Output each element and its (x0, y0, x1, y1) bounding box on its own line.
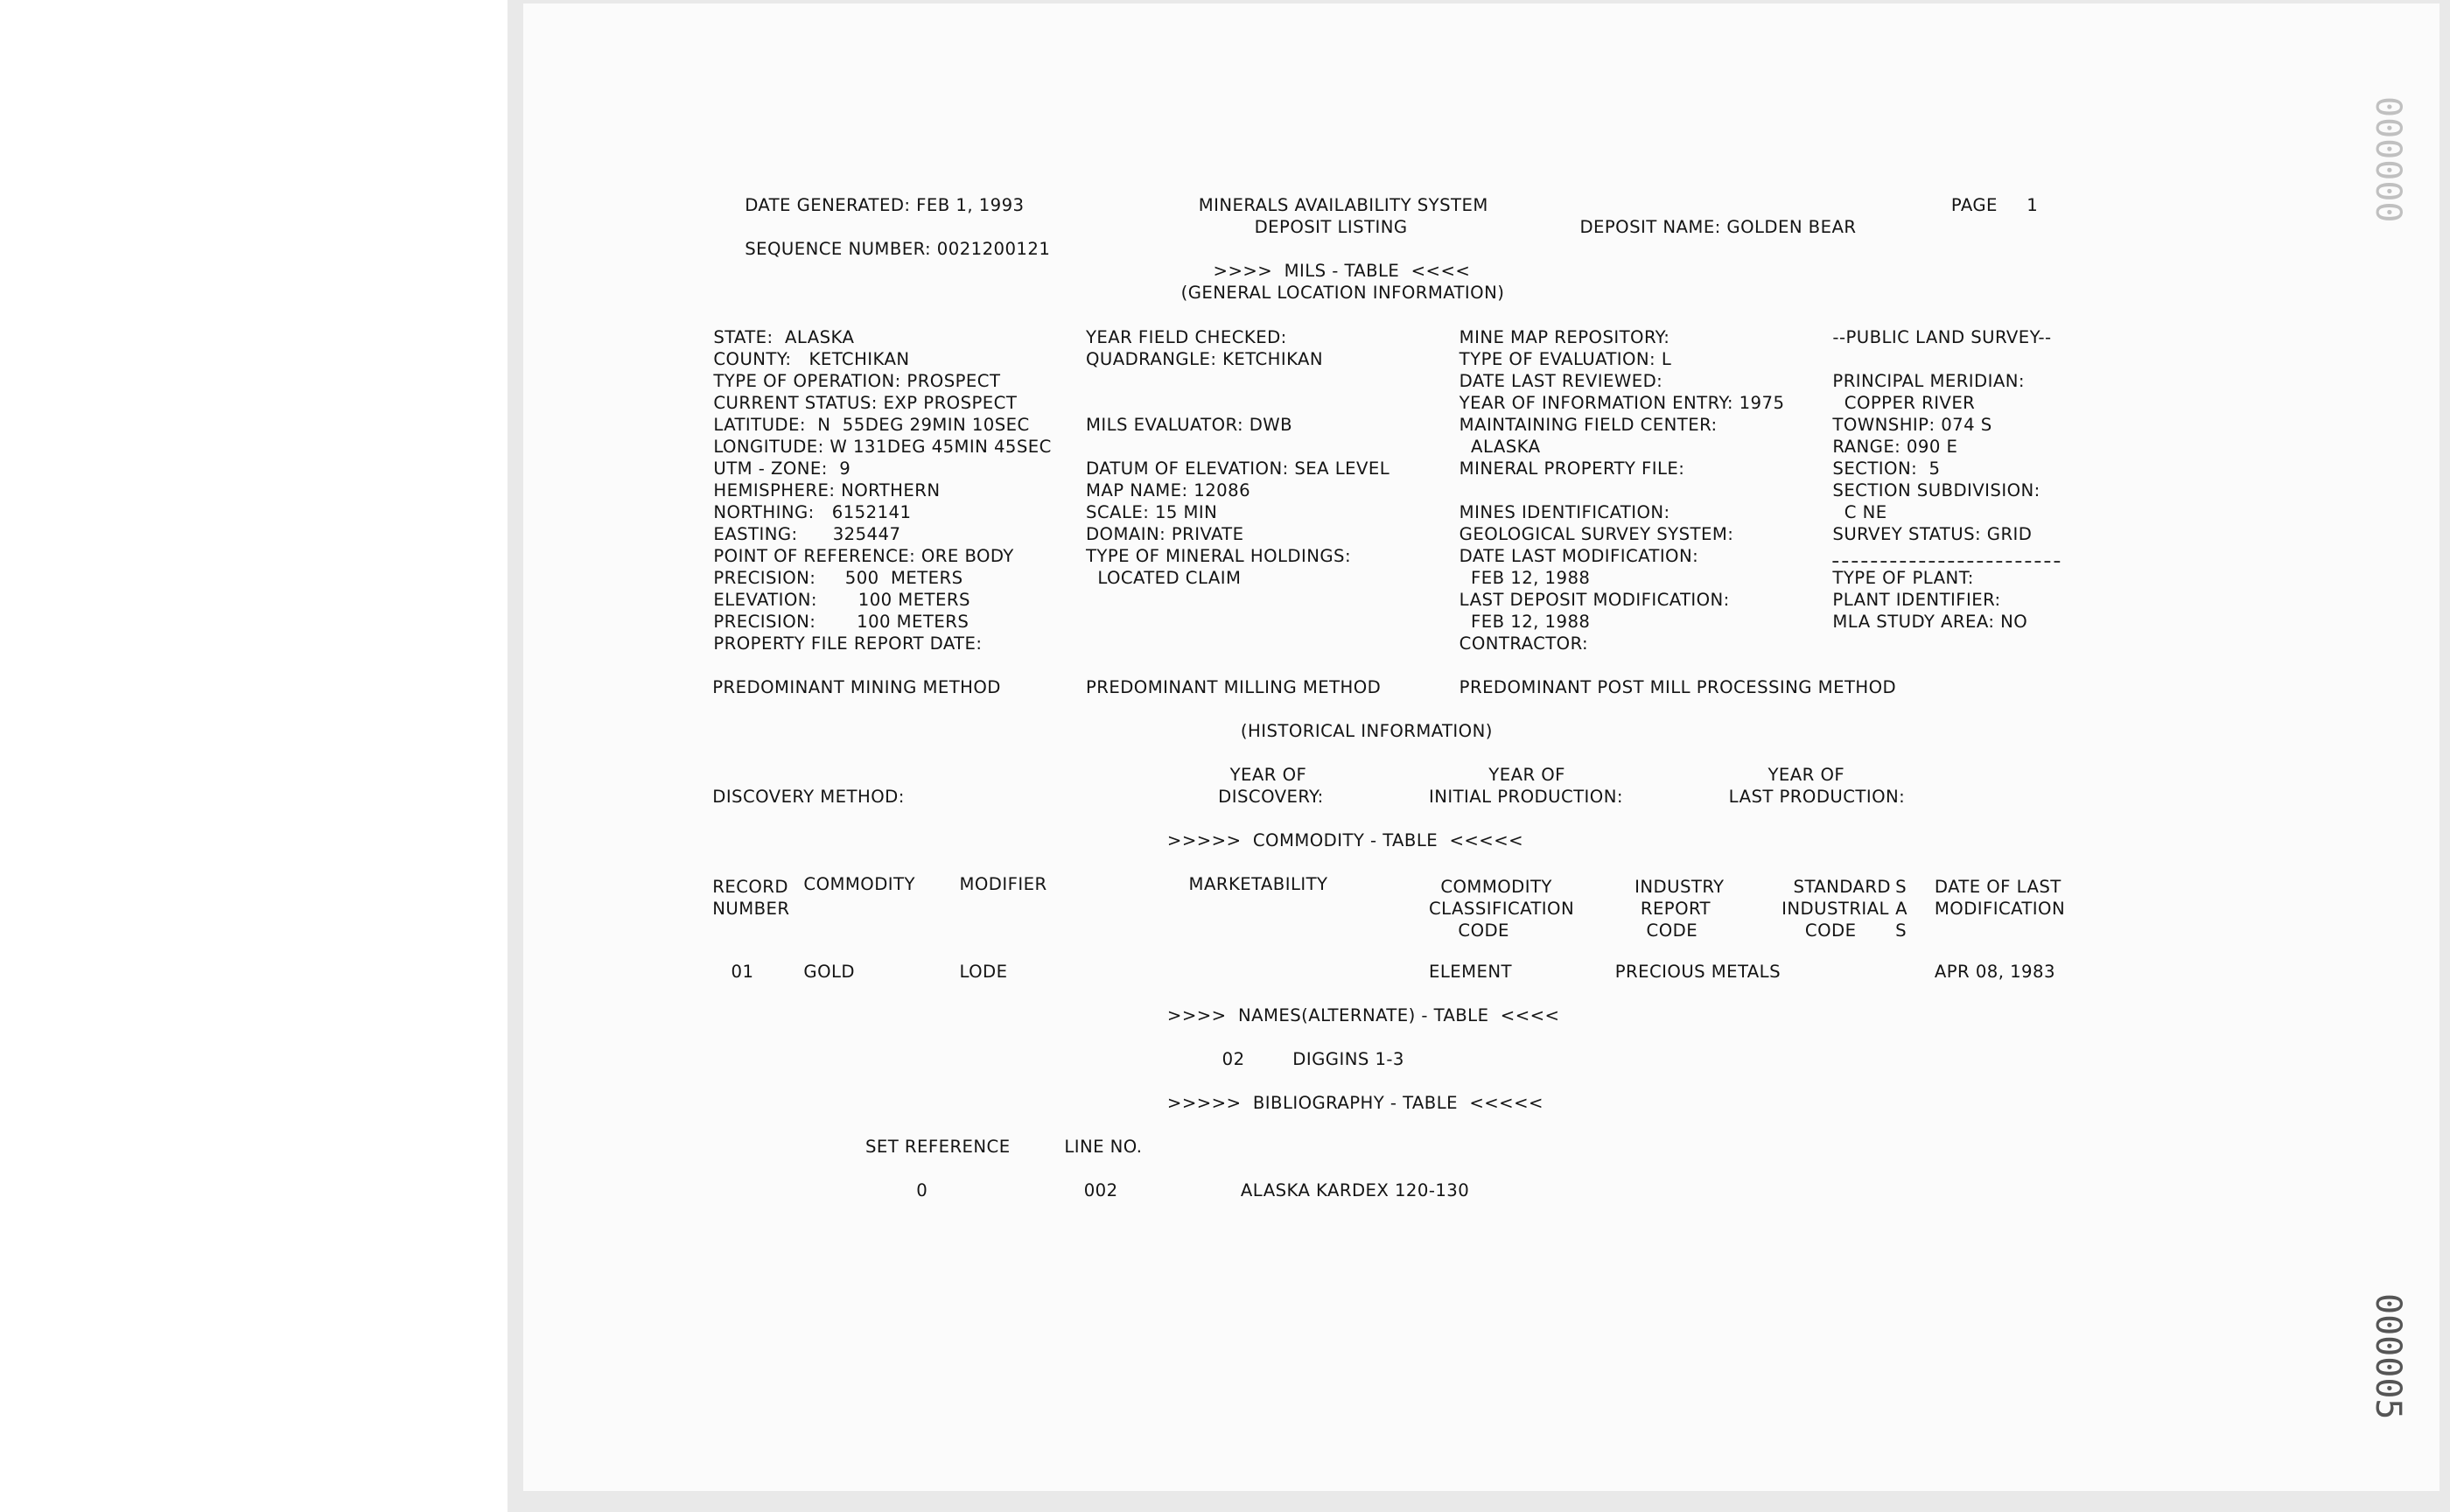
page-number: PAGE 1 (1950, 195, 2039, 215)
divider-line (1832, 561, 2060, 563)
header-set-reference: SET REFERENCE (864, 1137, 1011, 1157)
field-township: TOWNSHIP: 074 S (1832, 415, 1992, 435)
field-plant-identifier: PLANT IDENTIFIER: (1832, 590, 2001, 610)
row-classification: ELEMENT (1428, 962, 1512, 982)
field-domain: DOMAIN: PRIVATE (1085, 524, 1244, 544)
deposit-name: DEPOSIT NAME: GOLDEN BEAR (1579, 217, 1857, 237)
field-mine-map-repository: MINE MAP REPOSITORY: (1459, 327, 1670, 347)
field-point-of-reference: POINT OF REFERENCE: ORE BODY (713, 546, 1014, 566)
row-commodity: GOLD (803, 962, 855, 982)
general-location-subtitle: (GENERAL LOCATION INFORMATION) (1180, 283, 1505, 303)
field-mines-identification: MINES IDENTIFICATION: (1459, 502, 1670, 522)
predominant-mining-method: PREDOMINANT MINING METHOD (712, 677, 1001, 697)
field-elevation-precision: PRECISION: 100 METERS (713, 612, 970, 632)
bibliography-line-number: 002 (1083, 1180, 1118, 1200)
field-mils-evaluator: MILS EVALUATOR: DWB (1085, 415, 1293, 435)
field-datum-of-elevation: DATUM OF ELEVATION: SEA LEVEL (1085, 458, 1390, 479)
header-standard-industrial-code: STANDARD INDUSTRIAL CODE (1782, 877, 1892, 941)
header-line-no: LINE NO. (1064, 1137, 1143, 1157)
names-table-title: >>>> NAMES(ALTERNATE) - TABLE <<<< (1166, 1005, 1560, 1026)
margin-code-bottom: 000005 (2368, 1293, 2408, 1420)
header-commodity-classification-code: COMMODITY CLASSIFICATION CODE (1428, 877, 1575, 941)
bibliography-set-reference: 0 (916, 1180, 928, 1200)
field-type-of-mineral-holdings: TYPE OF MINERAL HOLDINGS: (1085, 546, 1352, 566)
year-of-initial-production: INITIAL PRODUCTION: (1428, 787, 1623, 807)
year-of-last-production: LAST PRODUCTION: (1728, 787, 1906, 807)
field-precision: PRECISION: 500 METERS (713, 568, 963, 588)
date-generated: DATE GENERATED: FEB 1, 1993 (745, 195, 1025, 215)
field-state: STATE: ALASKA (713, 327, 855, 347)
field-mineral-property-file: MINERAL PROPERTY FILE: (1459, 458, 1685, 479)
bibliography-text: ALASKA KARDEX 120-130 (1240, 1180, 1470, 1200)
field-geological-survey-system: GEOLOGICAL SURVEY SYSTEM: (1459, 524, 1734, 544)
listing-title: DEPOSIT LISTING (1254, 217, 1408, 237)
header-record-number: RECORD NUMBER (712, 877, 790, 919)
field-principal-meridian: PRINCIPAL MERIDIAN: (1832, 371, 2025, 391)
field-hemisphere: HEMISPHERE: NORTHERN (713, 480, 941, 500)
predominant-post-mill-processing-method: PREDOMINANT POST MILL PROCESSING METHOD (1459, 677, 1897, 697)
mils-table-title: >>>> MILS - TABLE <<<< (1213, 261, 1471, 281)
alternate-name: DIGGINS 1-3 (1292, 1049, 1404, 1069)
header-sas: S A S (1895, 877, 1908, 941)
row-modifier: LODE (959, 962, 1008, 982)
year-of-discovery: DISCOVERY: (1218, 787, 1324, 807)
field-range: RANGE: 090 E (1832, 437, 1958, 457)
bibliography-table-title: >>>>> BIBLIOGRAPHY - TABLE <<<<< (1166, 1093, 1544, 1113)
field-longitude: LONGITUDE: W 131DEG 45MIN 45SEC (713, 437, 1052, 457)
field-year-field-checked: YEAR FIELD CHECKED: (1085, 327, 1287, 347)
row-record-number: 01 (731, 962, 754, 982)
field-type-of-evaluation: TYPE OF EVALUATION: L (1459, 349, 1672, 369)
public-land-survey-heading: --PUBLIC LAND SURVEY-- (1832, 327, 2052, 347)
field-quadrangle: QUADRANGLE: KETCHIKAN (1085, 349, 1324, 369)
row-date-of-last-modification: APR 08, 1983 (1934, 962, 2055, 982)
field-survey-status: SURVEY STATUS: GRID (1832, 524, 2033, 544)
field-field-center-value: ALASKA (1459, 437, 1541, 457)
discovery-method: DISCOVERY METHOD: (712, 787, 905, 807)
field-date-last-reviewed: DATE LAST REVIEWED: (1459, 371, 1663, 391)
field-section-subdivision: SECTION SUBDIVISION: (1832, 480, 2040, 500)
year-of-label-2: YEAR OF (1488, 765, 1565, 785)
field-mla-study-area: MLA STUDY AREA: NO (1832, 612, 2028, 632)
field-utm-zone: UTM - ZONE: 9 (713, 458, 851, 479)
commodity-table-title: >>>>> COMMODITY - TABLE <<<<< (1166, 830, 1524, 850)
field-contractor: CONTRACTOR: (1459, 634, 1589, 654)
field-principal-meridian-value: COPPER RIVER (1832, 393, 1976, 413)
field-property-file-report-date: PROPERTY FILE REPORT DATE: (713, 634, 983, 654)
header-marketability: MARKETABILITY (1188, 874, 1328, 894)
field-elevation: ELEVATION: 100 METERS (713, 590, 970, 610)
field-maintaining-field-center: MAINTAINING FIELD CENTER: (1459, 415, 1718, 435)
historical-information-title: (HISTORICAL INFORMATION) (1240, 721, 1493, 741)
year-of-label-1: YEAR OF (1229, 765, 1307, 785)
header-modifier: MODIFIER (959, 874, 1047, 894)
field-current-status: CURRENT STATUS: EXP PROSPECT (713, 393, 1018, 413)
header-commodity: COMMODITY (803, 874, 915, 894)
field-easting: EASTING: 325447 (713, 524, 901, 544)
row-industry-report: PRECIOUS METALS (1614, 962, 1782, 982)
header-date-of-last-modification: DATE OF LAST MODIFICATION (1934, 877, 2066, 919)
field-latitude: LATITUDE: N 55DEG 29MIN 10SEC (713, 415, 1030, 435)
header-industry-report-code: INDUSTRY REPORT CODE (1634, 877, 1725, 941)
year-of-label-3: YEAR OF (1768, 765, 1845, 785)
field-county: COUNTY: KETCHIKAN (713, 349, 910, 369)
field-scale: SCALE: 15 MIN (1085, 502, 1218, 522)
system-title: MINERALS AVAILABILITY SYSTEM (1198, 195, 1488, 215)
predominant-milling-method: PREDOMINANT MILLING METHOD (1085, 677, 1382, 697)
field-last-deposit-modification-value: FEB 12, 1988 (1459, 612, 1591, 632)
field-mineral-holdings-value: LOCATED CLAIM (1085, 568, 1242, 588)
sequence-number: SEQUENCE NUMBER: 0021200121 (745, 239, 1051, 259)
field-date-last-modification-value: FEB 12, 1988 (1459, 568, 1591, 588)
field-date-last-modification: DATE LAST MODIFICATION: (1459, 546, 1699, 566)
field-year-of-information-entry: YEAR OF INFORMATION ENTRY: 1975 (1459, 393, 1785, 413)
field-northing: NORTHING: 6152141 (713, 502, 912, 522)
field-last-deposit-modification: LAST DEPOSIT MODIFICATION: (1459, 590, 1730, 610)
field-section: SECTION: 5 (1832, 458, 1941, 479)
field-map-name: MAP NAME: 12086 (1085, 480, 1251, 500)
alternate-name-number: 02 (1222, 1049, 1245, 1069)
field-type-of-plant: TYPE OF PLANT: (1832, 568, 1974, 588)
margin-code-top: 000000 (2368, 96, 2408, 223)
field-section-subdivision-value: C NE (1832, 502, 1887, 522)
field-type-of-operation: TYPE OF OPERATION: PROSPECT (713, 371, 1001, 391)
